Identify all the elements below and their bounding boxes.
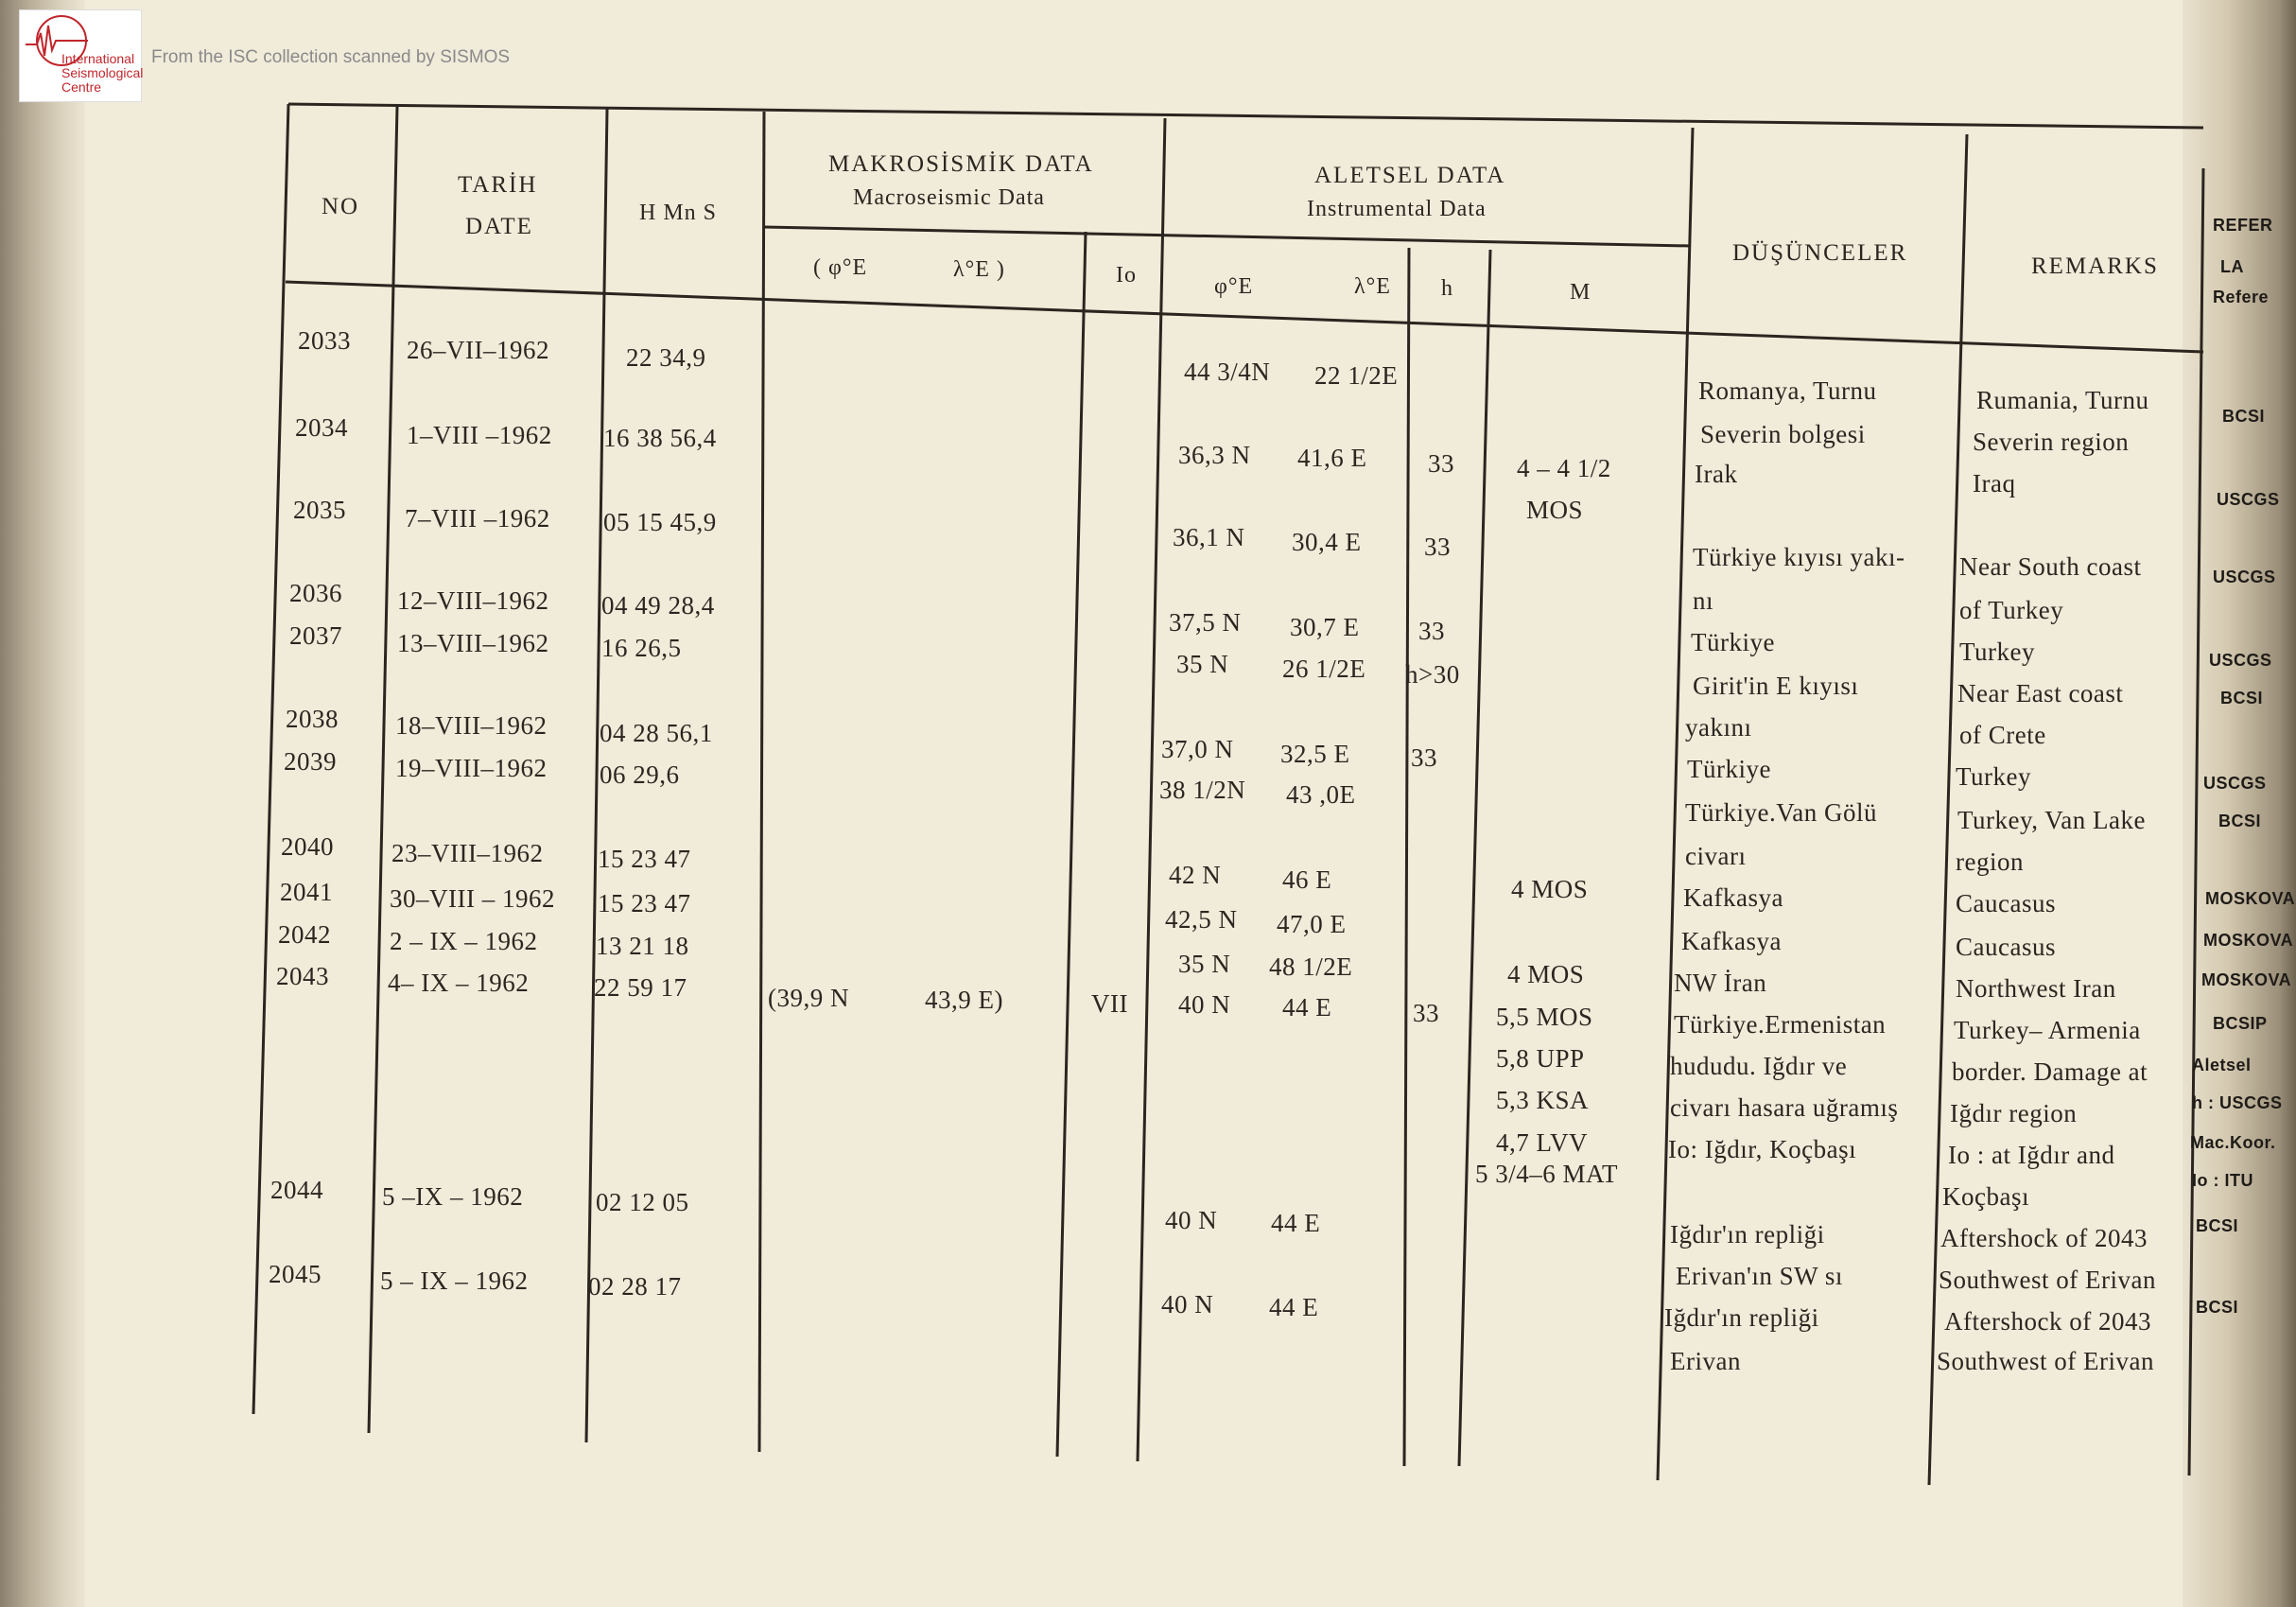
logo-line-3: Centre bbox=[61, 79, 102, 95]
instr-lon: 30,4 E bbox=[1292, 528, 1362, 556]
note-tr: Girit'in E kıyısı bbox=[1693, 672, 1859, 700]
instr-lon: 47,0 E bbox=[1277, 910, 1347, 938]
note-tr: Severin bolgesi bbox=[1700, 420, 1866, 448]
header-magnitude: M bbox=[1570, 280, 1592, 305]
instr-lat: 37,5 N bbox=[1169, 608, 1242, 637]
remark-en: Near East coast bbox=[1957, 679, 2124, 707]
remark-en: of Turkey bbox=[1959, 596, 2064, 624]
ref-code: BCSI bbox=[2196, 1298, 2239, 1317]
note-tr: civarı hasara uğramış bbox=[1670, 1093, 1899, 1122]
note-tr: Türkiye bbox=[1691, 628, 1775, 656]
remark-en: border. Damage at bbox=[1952, 1057, 2148, 1086]
instr-lon: 41,6 E bbox=[1297, 444, 1367, 472]
header-instr-lon: λ°E bbox=[1354, 274, 1391, 299]
record-time: 02 28 17 bbox=[588, 1272, 682, 1301]
instr-magnitude: 4,7 LVV bbox=[1496, 1128, 1589, 1157]
remark-en: Severin region bbox=[1973, 428, 2130, 456]
ref-code: BCSIP bbox=[2213, 1014, 2268, 1033]
instr-magnitude: 5,3 KSA bbox=[1496, 1086, 1590, 1114]
ref-code: BCSI bbox=[2222, 407, 2266, 426]
header-io: Io bbox=[1116, 263, 1137, 288]
remark-en: Rumania, Turnu bbox=[1976, 386, 2149, 414]
instr-lat: 44 3/4N bbox=[1184, 358, 1271, 386]
header-dusunceler: DÜŞÜNCELER bbox=[1732, 240, 1908, 266]
note-tr: Iğdır'ın repliği bbox=[1664, 1303, 1819, 1332]
instr-magnitude: MOS bbox=[1526, 496, 1584, 524]
record-date: 30–VIII – 1962 bbox=[390, 884, 555, 913]
ref-code: MOSKOVA bbox=[2201, 970, 2292, 989]
record-date: 5 –IX – 1962 bbox=[382, 1182, 524, 1211]
record-time: 06 29,6 bbox=[600, 760, 680, 789]
instr-magnitude: 4 MOS bbox=[1511, 875, 1589, 903]
instr-lat: 37,0 N bbox=[1161, 735, 1234, 763]
ref-code: USCGS bbox=[2209, 651, 2272, 670]
remark-en: Turkey– Armenia bbox=[1954, 1016, 2141, 1044]
header-depth: h bbox=[1441, 276, 1453, 301]
header-aletsel-sub: Instrumental Data bbox=[1307, 197, 1487, 221]
note-tr: Iğdır'ın repliği bbox=[1670, 1220, 1825, 1249]
logo-line-2: Seismological bbox=[61, 65, 144, 80]
instr-lat: 40 N bbox=[1161, 1290, 1214, 1319]
note-tr: Türkiye bbox=[1687, 755, 1771, 783]
ref-code: h : USCGS bbox=[2192, 1093, 2283, 1112]
instr-magnitude: 5 3/4–6 MAT bbox=[1475, 1160, 1619, 1188]
instr-magnitude: 4 MOS bbox=[1507, 960, 1585, 988]
header-time: H Mn S bbox=[639, 201, 718, 225]
instr-depth: h>30 bbox=[1405, 660, 1460, 689]
record-no: 2036 bbox=[289, 579, 342, 607]
ref-code: BCSI bbox=[2196, 1216, 2239, 1235]
remark-en: Turkey bbox=[1956, 762, 2032, 791]
record-no: 2043 bbox=[276, 962, 329, 990]
record-date: 13–VIII–1962 bbox=[397, 629, 549, 657]
instr-lat: 42,5 N bbox=[1165, 905, 1238, 934]
instr-lat: 40 N bbox=[1178, 990, 1231, 1019]
header-aletsel-title: ALETSEL DATA bbox=[1314, 163, 1506, 188]
record-time: 22 34,9 bbox=[626, 343, 706, 372]
record-date: 23–VIII–1962 bbox=[391, 839, 544, 867]
record-date: 5 – IX – 1962 bbox=[380, 1266, 529, 1295]
record-time: 15 23 47 bbox=[598, 845, 691, 873]
instr-magnitude: 5,8 UPP bbox=[1496, 1044, 1585, 1073]
note-tr: Erivan'ın SW sı bbox=[1676, 1262, 1843, 1290]
header-ref-3: Refere bbox=[2213, 288, 2270, 306]
note-tr: yakını bbox=[1685, 713, 1752, 742]
instr-lon: 22 1/2E bbox=[1314, 361, 1399, 390]
instr-lon: 44 E bbox=[1269, 1293, 1319, 1321]
instr-lat: 36,1 N bbox=[1173, 523, 1245, 551]
instr-lon: 30,7 E bbox=[1290, 613, 1360, 641]
header-date: DATE bbox=[465, 214, 533, 239]
remark-en: Caucasus bbox=[1956, 933, 2056, 961]
instr-lon: 44 E bbox=[1271, 1209, 1321, 1237]
instr-depth: 33 bbox=[1418, 617, 1445, 645]
instr-lon: 32,5 E bbox=[1280, 740, 1350, 768]
record-date: 19–VIII–1962 bbox=[395, 754, 548, 782]
header-makro-sub: Macroseismic Data bbox=[853, 185, 1045, 210]
note-tr: nı bbox=[1693, 586, 1714, 615]
ref-code: USCGS bbox=[2203, 774, 2267, 793]
remark-en: Iğdır region bbox=[1950, 1099, 2078, 1127]
header-no: NO bbox=[322, 194, 360, 219]
record-no: 2033 bbox=[298, 326, 351, 355]
record-no: 2041 bbox=[280, 878, 333, 906]
note-tr: civarı bbox=[1685, 842, 1747, 870]
record-no: 2037 bbox=[289, 621, 342, 650]
record-no: 2039 bbox=[284, 747, 337, 776]
note-tr: NW İran bbox=[1674, 969, 1767, 997]
header-macro-lat: ( φ°E bbox=[813, 255, 868, 280]
remark-en: Io : at Iğdır and bbox=[1948, 1141, 2115, 1169]
header-ref-1: REFER bbox=[2213, 216, 2273, 235]
record-time: 22 59 17 bbox=[594, 973, 687, 1002]
remark-en: Southwest of Erivan bbox=[1939, 1266, 2156, 1294]
record-date: 18–VIII–1962 bbox=[395, 711, 548, 740]
record-no: 2038 bbox=[286, 705, 339, 733]
header-macro-lon: λ°E ) bbox=[953, 257, 1005, 282]
header-makro-title: MAKROSİSMİK DATA bbox=[828, 151, 1094, 177]
record-date: 26–VII–1962 bbox=[407, 336, 549, 364]
remark-en: Koçbaşı bbox=[1942, 1182, 2029, 1211]
header-remarks: REMARKS bbox=[2031, 253, 2159, 279]
remark-en: Northwest Iran bbox=[1956, 974, 2116, 1003]
note-tr: Romanya, Turnu bbox=[1698, 376, 1877, 405]
instr-lat: 42 N bbox=[1169, 861, 1222, 889]
record-no: 2040 bbox=[281, 832, 334, 861]
header-ref-2: LA bbox=[2220, 257, 2244, 276]
instr-depth: 33 bbox=[1411, 743, 1437, 772]
note-tr: Kafkasya bbox=[1681, 927, 1782, 955]
ref-code: Aletsel bbox=[2192, 1056, 2252, 1074]
record-date: 4– IX – 1962 bbox=[388, 969, 530, 997]
ref-code: Mac.Koor. bbox=[2190, 1133, 2276, 1152]
instr-depth: 33 bbox=[1413, 999, 1439, 1027]
instr-lon: 26 1/2E bbox=[1282, 655, 1366, 683]
instr-magnitude: 5,5 MOS bbox=[1496, 1003, 1593, 1031]
instr-lon: 46 E bbox=[1282, 865, 1332, 894]
instr-depth: 33 bbox=[1428, 449, 1454, 478]
record-date: 7–VIII –1962 bbox=[405, 504, 550, 533]
note-tr: Io: Iğdır, Koçbaşı bbox=[1668, 1135, 1857, 1163]
note-tr: Türkiye kıyısı yakı- bbox=[1693, 543, 1905, 571]
remark-en: region bbox=[1956, 847, 2024, 876]
instr-magnitude: 4 – 4 1/2 bbox=[1517, 454, 1611, 482]
logo-line-1: International bbox=[61, 51, 135, 66]
ref-code: USCGS bbox=[2213, 568, 2276, 586]
record-time: 04 49 28,4 bbox=[601, 591, 715, 620]
record-time: 16 26,5 bbox=[601, 634, 682, 662]
record-no: 2045 bbox=[269, 1260, 322, 1288]
record-no: 2035 bbox=[293, 496, 346, 524]
remark-en: Southwest of Erivan bbox=[1937, 1347, 2154, 1375]
remark-en: Near South coast bbox=[1959, 552, 2142, 581]
note-tr: Kafkasya bbox=[1683, 883, 1783, 912]
instr-lat: 40 N bbox=[1165, 1206, 1218, 1234]
record-time: 04 28 56,1 bbox=[600, 719, 713, 747]
remark-en: Aftershock of 2043 bbox=[1940, 1224, 2148, 1252]
header-tarih: TARİH bbox=[458, 172, 538, 198]
instr-lat: 35 N bbox=[1176, 650, 1229, 678]
remark-en: of Crete bbox=[1959, 721, 2046, 749]
instr-lon: 43 ,0E bbox=[1286, 780, 1356, 809]
record-no: 2034 bbox=[295, 413, 348, 442]
ref-code: BCSI bbox=[2218, 812, 2262, 830]
record-time: 15 23 47 bbox=[598, 889, 691, 917]
record-time: 02 12 05 bbox=[596, 1188, 689, 1216]
instr-lat: 38 1/2N bbox=[1159, 776, 1246, 804]
instr-depth: 33 bbox=[1424, 533, 1451, 561]
record-date: 12–VIII–1962 bbox=[397, 586, 549, 615]
ref-code: MOSKOVA bbox=[2203, 931, 2294, 950]
macro-lon: 43,9 E) bbox=[925, 986, 1003, 1014]
remark-en: Turkey, Van Lake bbox=[1957, 806, 2146, 834]
ref-code: USCGS bbox=[2217, 490, 2280, 509]
note-tr: Erivan bbox=[1670, 1347, 1741, 1375]
note-tr: Türkiye.Ermenistan bbox=[1674, 1010, 1887, 1039]
instr-lon: 44 E bbox=[1282, 993, 1332, 1022]
record-no: 2042 bbox=[278, 920, 331, 949]
record-time: 16 38 56,4 bbox=[603, 424, 717, 452]
note-tr: Irak bbox=[1695, 460, 1738, 488]
remark-en: Aftershock of 2043 bbox=[1944, 1307, 2151, 1336]
record-no: 2044 bbox=[270, 1176, 323, 1204]
remark-en: Caucasus bbox=[1956, 889, 2056, 917]
header-instr-lat: φ°E bbox=[1214, 274, 1254, 299]
note-tr: Türkiye.Van Gölü bbox=[1685, 798, 1877, 827]
ref-code: MOSKOVA bbox=[2205, 889, 2296, 908]
ref-code: BCSI bbox=[2220, 689, 2264, 707]
record-time: 05 15 45,9 bbox=[603, 508, 717, 536]
instr-lat: 36,3 N bbox=[1178, 441, 1251, 469]
record-date: 1–VIII –1962 bbox=[407, 421, 552, 449]
macro-io: VII bbox=[1091, 989, 1128, 1018]
instr-lat: 35 N bbox=[1178, 950, 1231, 978]
record-time: 13 21 18 bbox=[596, 932, 689, 960]
remark-en: Turkey bbox=[1959, 638, 2036, 666]
scan-caption: From the ISC collection scanned by SISMOS bbox=[151, 47, 511, 67]
note-tr: hududu. Iğdır ve bbox=[1670, 1052, 1848, 1080]
ref-code: Io : ITU bbox=[2192, 1171, 2253, 1190]
macro-lat: (39,9 N bbox=[768, 984, 849, 1012]
record-date: 2 – IX – 1962 bbox=[390, 927, 538, 955]
remark-en: Iraq bbox=[1973, 469, 2016, 498]
instr-lon: 48 1/2E bbox=[1269, 952, 1353, 981]
